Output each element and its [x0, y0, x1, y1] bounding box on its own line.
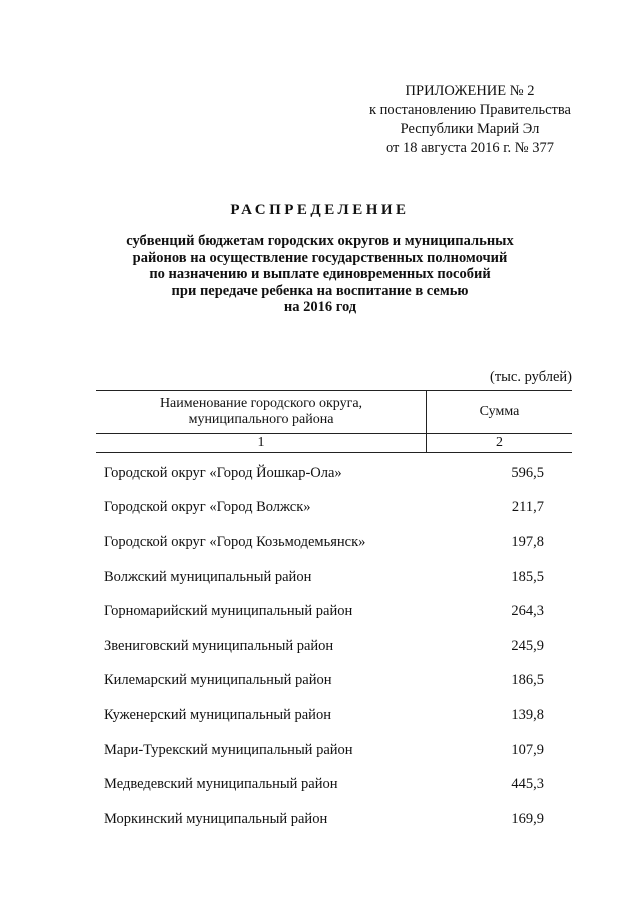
appendix-date: от 18 августа 2016 г. № 377	[385, 140, 555, 156]
table-header	[96, 390, 572, 453]
header-sum-cell: Сумма	[479, 404, 520, 419]
subtitle-line: по назначению и выплате единовременных пособий	[149, 266, 491, 282]
district-amount: 139,8	[511, 706, 544, 723]
column-number: 2	[496, 435, 503, 450]
column-number-row	[96, 434, 572, 452]
district-name: Волжский муниципальный район	[104, 568, 312, 585]
table-row	[104, 456, 544, 491]
district-name: Моркинский муниципальный район	[104, 810, 328, 827]
district-name: Мари-Турекский муниципальный район	[104, 741, 353, 758]
district-amount: 185,5	[511, 568, 544, 585]
table-row	[104, 698, 544, 733]
table-row	[104, 525, 544, 560]
table-row	[104, 664, 544, 699]
district-name: Медведевский муниципальный район	[104, 776, 338, 793]
district-amount: 186,5	[511, 672, 544, 689]
subtitle-line: на 2016 год	[283, 299, 357, 315]
district-amount: 596,5	[511, 464, 544, 481]
unit-label: (тыс. рублей)	[490, 369, 572, 385]
district-name: Куженерский муниципальный район	[104, 706, 331, 723]
district-amount: 445,3	[511, 776, 544, 793]
appendix-block	[340, 82, 600, 158]
district-name: Килемарский муниципальный район	[104, 672, 332, 689]
district-name: Городской округ «Город Волжск»	[104, 499, 311, 516]
district-amount: 197,8	[511, 533, 544, 550]
table-body	[104, 456, 544, 837]
district-amount: 211,7	[511, 499, 544, 516]
subtitle-line: районов на осуществление государственных полномочий	[132, 249, 508, 266]
subtitle-line: при передаче ребенка на воспитание в семью	[171, 282, 469, 299]
table-row	[104, 767, 544, 802]
header-row	[96, 391, 572, 434]
table-row	[104, 560, 544, 595]
header-name-line: Наименование городского округа,	[159, 396, 363, 411]
district-name: Городской округ «Город Козьмодемьянск»	[104, 533, 366, 550]
district-amount: 264,3	[511, 603, 544, 620]
table-row	[104, 491, 544, 526]
header-name-cell	[96, 391, 427, 433]
appendix-reference: к постановлению Правительства	[369, 102, 571, 118]
table-row	[104, 594, 544, 629]
district-name: Горномарийский муниципальный район	[104, 603, 353, 620]
table-row	[104, 802, 544, 837]
document-subtitle	[0, 233, 640, 316]
appendix-government: Республики Марий Эл	[400, 121, 540, 137]
table-row	[104, 733, 544, 768]
district-amount: 107,9	[511, 741, 544, 758]
district-amount: 169,9	[511, 810, 544, 827]
table-row	[104, 629, 544, 664]
district-name: Городской округ «Город Йошкар-Ола»	[104, 464, 342, 481]
document-title: РАСПРЕДЕЛЕНИЕ	[230, 202, 410, 218]
subtitle-line: субвенций бюджетам городских округов и муниципальных	[126, 233, 514, 249]
district-amount: 245,9	[511, 637, 544, 654]
appendix-number: ПРИЛОЖЕНИЕ № 2	[405, 83, 535, 99]
column-number: 1	[96, 434, 427, 452]
header-name-line: муниципального района	[188, 412, 334, 427]
district-name: Звениговский муниципальный район	[104, 637, 334, 654]
